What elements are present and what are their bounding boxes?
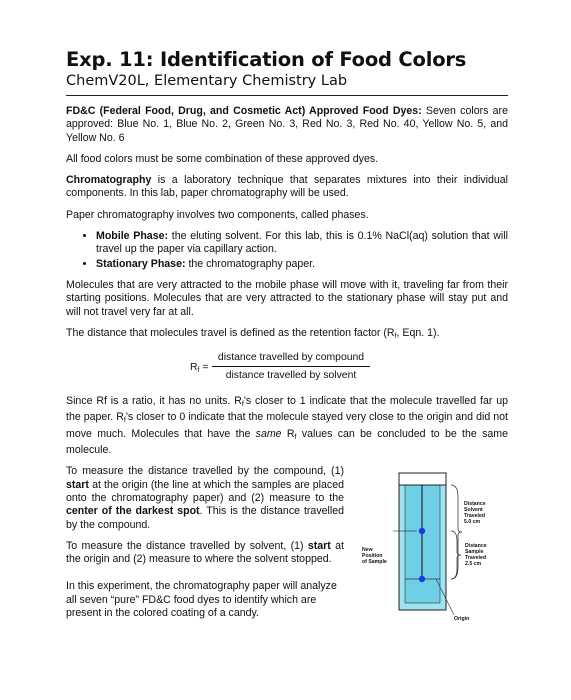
stationary-phase-item: • Stationary Phase: the chromatography paper. (96, 258, 508, 271)
mobile-phase-item: • Mobile Phase: the eluting solvent. For this lab, this is 0.1% NaCl(aq) solution that will travel up the paper via capillary action. (96, 230, 508, 257)
solvent-brace (451, 485, 462, 579)
page-subtitle: ChemV20L, Elementary Chemistry Lab (66, 73, 348, 89)
origin-spot (419, 576, 425, 582)
chromatography-paragraph: Chromatography is a laboratory technique that separates mixtures into their individual components. In this lab, paper chromatography will be used. (66, 174, 508, 200)
rf-equation (66, 351, 508, 385)
title-divider (66, 95, 508, 96)
sample-distance-label: Distance Sample Traveled 2.5 cm (465, 543, 487, 568)
ratio-paragraph: Since Rf is a ratio, it has no units. $R_f's$ closer to 1 indicate that the molecule travelled far up the paper. $R_f's$ closer to 0 indicate that the molecule stayed very close to the origin and did not move much. Molecules that have the same $R_f$ values can be concluded to be the same molecule. (66, 395, 509, 457)
retention-factor-paragraph: The distance that molecules travel is defined as the retention factor ($R_f$, Eqn. 1). (66, 326, 440, 340)
new-position-label: New Position of Sample (362, 547, 387, 566)
solvent-distance-paragraph: To measure the distance travelled by solvent, (1) start at the origin and (2) measure to where the solvent stopped. (66, 539, 345, 566)
molecules-paragraph: Molecules that are very attracted to the mobile phase will move with it, traveling far from their starting positions. Molecules that are very attracted to the stationary phase will stay put and will not travel very far at all. (66, 278, 508, 318)
measurement-section (66, 465, 508, 623)
beaker-top (399, 473, 446, 485)
origin-label: Origin (454, 616, 470, 623)
equation-fraction (212, 351, 370, 382)
sample-brace (451, 531, 461, 579)
chromatography-diagram (358, 465, 518, 640)
equation-denominator: distance travelled by solvent (225, 370, 357, 382)
combination-paragraph: All food colors must be some combination of these approved dyes. (66, 152, 379, 165)
compound-distance-paragraph: To measure the distance travelled by the compound, (1) start at the origin (the line at which the samples are placed onto the chromatography paper) and (2) measure to the center of the darkest spot. This is the distance travelled by the compound. (66, 465, 345, 531)
sample-spot (419, 528, 425, 534)
document-page (66, 48, 508, 628)
approved-dyes-paragraph: FD&C (Federal Food, Drug, and Cosmetic Act) Approved Food Dyes: Seven colors are approved: Blue No. 1, Blue No. 2, Green No. 3, Red No. 3, Red No. 40, Yellow No. 5, and Yellow No. 6 (66, 105, 508, 144)
page-title: Exp. 11: Identification of Food Colors (66, 48, 467, 71)
phases-intro-paragraph: Paper chromatography involves two components, called phases. (66, 208, 369, 221)
equation-numerator: distance travelled by compound (212, 351, 370, 367)
phases-list (66, 230, 508, 271)
equation-lhs: $R_f$ = (190, 362, 209, 375)
solvent-distance-label: Distance Solvent Traveled 5.0 cm (464, 501, 486, 526)
experiment-paragraph: In this experiment, the chromatography paper will analyze all seven “pure” FD&C food dyes to identify which are present in the colored coating of a candy. (66, 580, 337, 620)
